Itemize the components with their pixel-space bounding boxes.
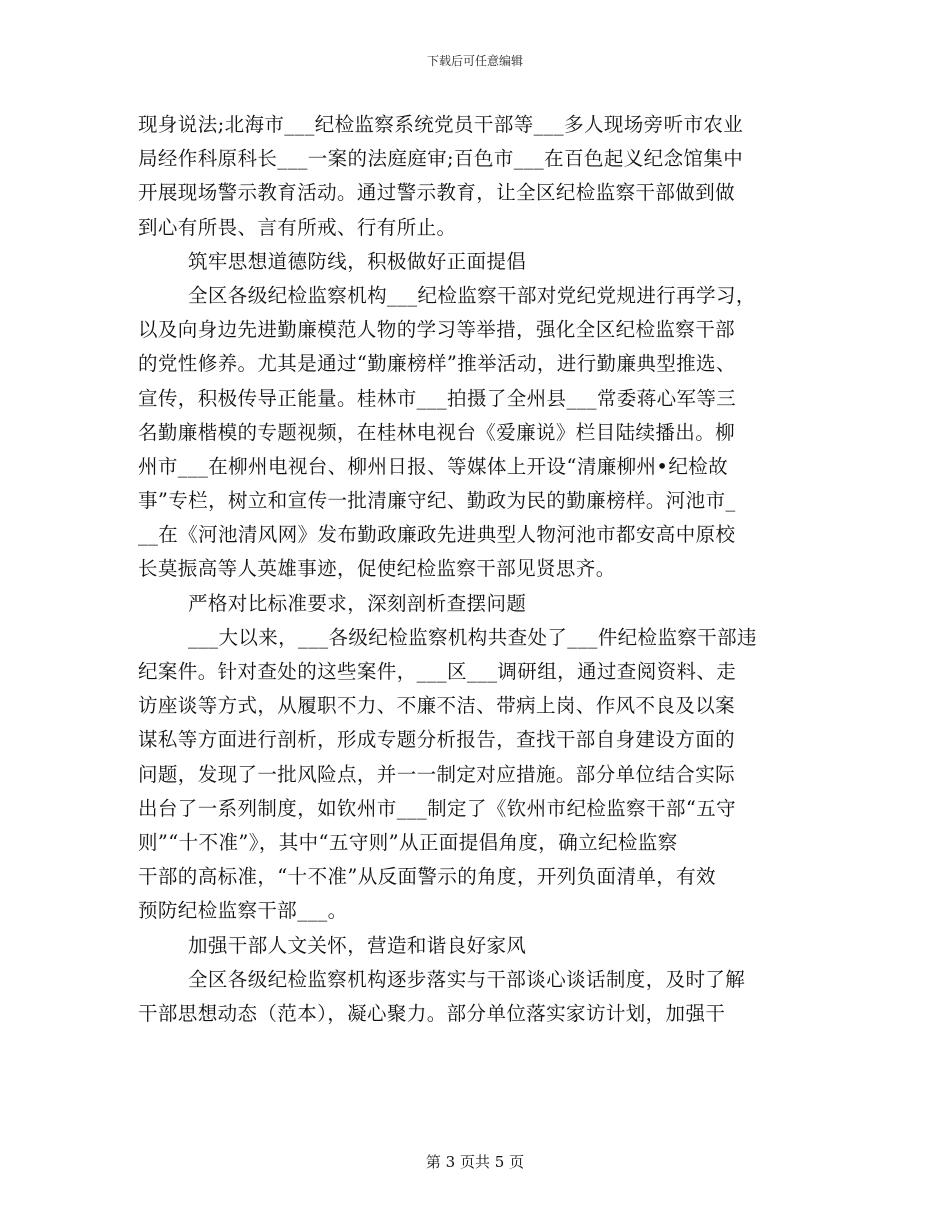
document-body: [138, 108, 818, 1031]
text-line: 干部思想动态（范本），凝心聚力。部分单位落实家访计划，加强干: [138, 1001, 726, 1025]
text-line: 预防纪检监察干部___。: [138, 899, 348, 923]
text-line: 州市___在柳州电视台、柳州日报、等媒体上开设“清廉柳州•纪检故: [138, 454, 729, 478]
text-line: 问题，发现了一批风险点，并一一制定对应措施。部分单位结合实际: [138, 762, 736, 786]
text-line: 局经作科原科长___一案的法庭庭审;百色市___在百色起义纪念馆集中: [138, 147, 744, 171]
text-line: 以及向身边先进勤廉模范人物的学习等举措，强化全区纪检监察干部: [138, 318, 736, 342]
text-line: 宣传，积极传导正能量。桂林市___拍摄了全州县___常委蒋心军等三: [138, 386, 737, 410]
text-line: 谋私等方面进行剖析，形成专题分析报告，查找干部自身建设方面的: [138, 728, 736, 752]
text-line: 的党性修养。尤其是通过“勤廉榜样”推举活动，进行勤廉典型推选、: [138, 352, 736, 376]
text-line: 全区各级纪检监察机构___纪检监察干部对党纪党规进行再学习，: [188, 283, 756, 307]
text-line: 访座谈等方式，从履职不力、不廉不洁、带病上岗、作风不良及以案: [138, 694, 736, 718]
text-line: 筑牢思想道德防线，积极做好正面提倡: [188, 249, 527, 273]
page-header: 下载后可任意编辑: [426, 54, 523, 68]
text-line: 则”“十不准”》，其中“五守则”从正面提倡角度，确立纪检监察: [138, 830, 678, 854]
text-line: 开展现场警示教育活动。通过警示教育，让全区纪检监察干部做到做: [138, 181, 736, 205]
text-line: ___大以来，___各级纪检监察机构共查处了___件纪检监察干部违: [188, 625, 757, 649]
text-line: 加强干部人文关怀，营造和谐良好家风: [188, 933, 527, 957]
text-line: 严格对比标准要求，深刻剖析查摆问题: [188, 591, 527, 615]
text-line: 出台了一系列制度，如钦州市___制定了《钦州市纪检监察干部“五守: [138, 796, 737, 820]
text-line: 名勤廉楷模的专题视频，在桂林电视台《爱廉说》栏目陆续播出。柳: [138, 420, 736, 444]
text-line: 长莫振高等人英雄事迹，促使纪检监察干部见贤思齐。: [138, 557, 616, 581]
text-line: 全区各级纪检监察机构逐步落实与干部谈心谈话制度，及时了解: [188, 967, 746, 991]
text-line: 纪案件。针对查处的这些案件，___区___调研组，通过查阅资料、走: [138, 660, 737, 683]
text-line: 事”专栏，树立和宣传一批清廉守纪、勤政为民的勤廉榜样。河池市_: [138, 489, 736, 513]
text-line: 到心有所畏、言有所戒、行有所止。: [138, 215, 457, 239]
text-line: __在《河池清风网》发布勤政廉政先进典型人物河池市都安高中原校: [138, 523, 736, 547]
text-line: 干部的高标准，“十不准”从反面警示的角度，开列负面清单，有效: [138, 865, 716, 889]
text-line: 现身说法;北海市___纪检监察系统党员干部等___多人现场旁听市农业: [138, 113, 744, 136]
page-footer: 第 3 页共 5 页: [425, 1153, 525, 1171]
